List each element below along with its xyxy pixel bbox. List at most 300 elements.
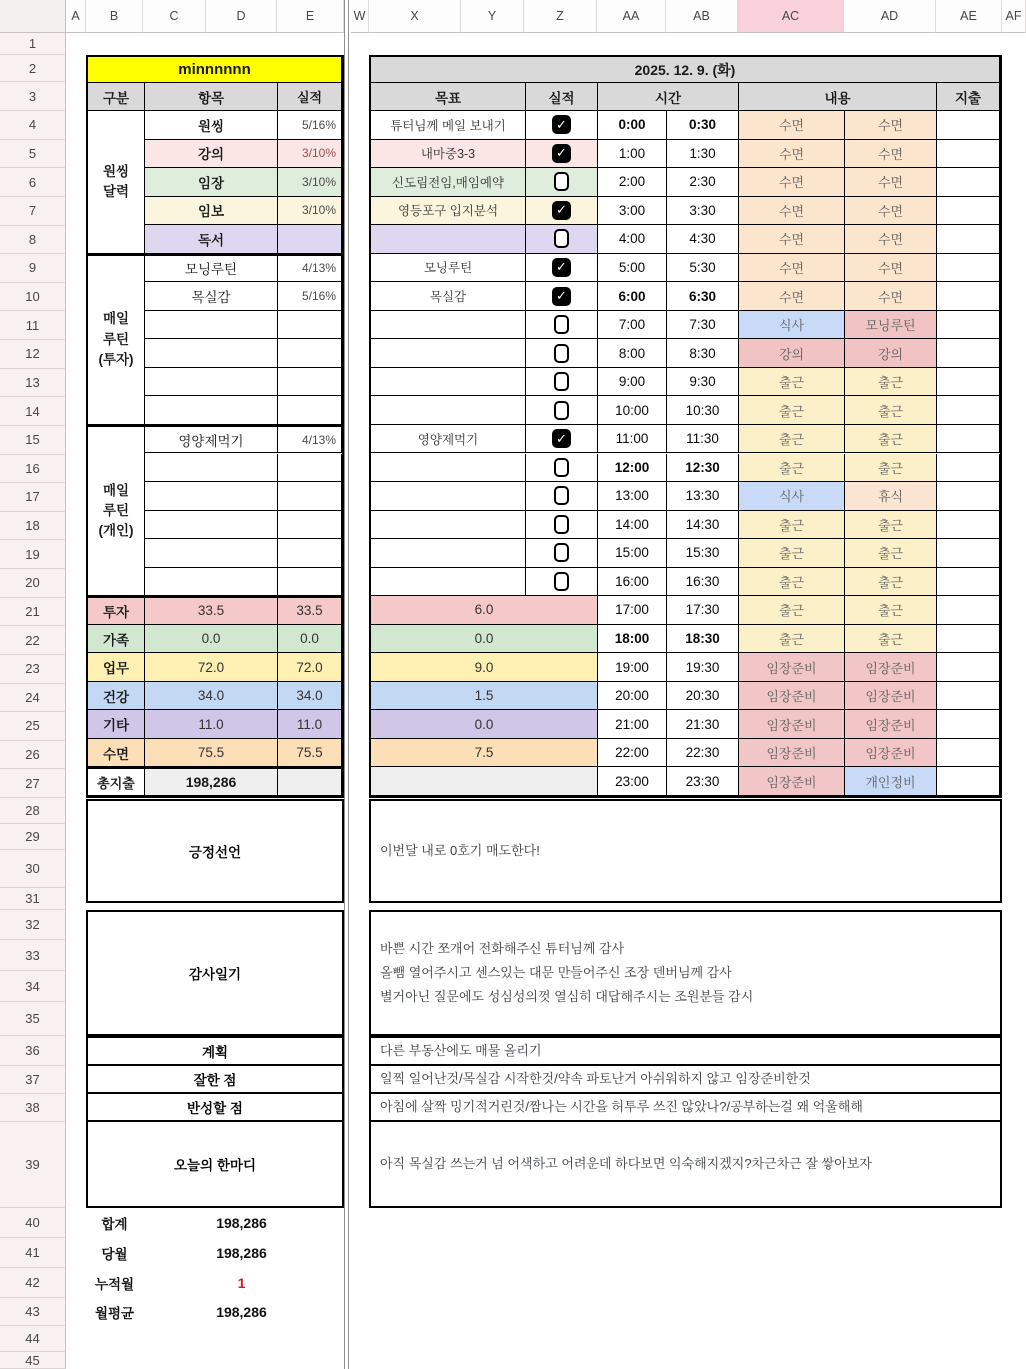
expense-cell[interactable] <box>937 168 1000 197</box>
note-text-gratitude-diary[interactable]: 바쁜 시간 쪼개어 전화해주신 튜터님께 감사 올뺌 열어주시고 센스있는 대문 만들어주신 조장 덴버님께 감사 별거아닌 질문에도 성심성의껏 열심히 대답해주시는 조원분들 감시 <box>369 910 1002 1036</box>
item-result-cell[interactable]: 3/10% <box>278 140 342 169</box>
expense-cell[interactable] <box>937 454 1000 483</box>
item-result-cell[interactable]: 3/10% <box>278 168 342 197</box>
expense-cell[interactable] <box>937 396 1000 425</box>
checkbox-checked-icon[interactable]: ✓ <box>552 201 571 220</box>
time-start-cell[interactable]: 4:00 <box>598 225 667 254</box>
summary-value-cell[interactable]: 34.0 <box>145 682 278 711</box>
row-header-45[interactable]: 45 <box>0 1352 66 1369</box>
row-header-32[interactable]: 32 <box>0 910 66 940</box>
goal-cell[interactable] <box>371 539 526 568</box>
row-header-33[interactable]: 33 <box>0 940 66 971</box>
expense-cell[interactable] <box>937 225 1000 254</box>
left-header-category[interactable]: 구분 <box>88 83 145 111</box>
summary-value-cell[interactable]: 11.0 <box>145 710 278 739</box>
expense-cell[interactable] <box>937 482 1000 511</box>
row-header-31[interactable]: 31 <box>0 888 66 910</box>
summary-value-cell[interactable]: 33.5 <box>145 596 278 625</box>
content-cell-1[interactable]: 수면 <box>739 254 845 283</box>
group-label-cell[interactable]: 매일 루틴 (투자) <box>88 254 145 425</box>
time-start-cell[interactable]: 10:00 <box>598 396 667 425</box>
row-header-27[interactable]: 27 <box>0 769 66 798</box>
column-header-AF[interactable]: AF <box>1002 0 1026 33</box>
item-name-cell[interactable] <box>145 539 278 568</box>
note-label-well-done[interactable]: 잘한 점 <box>86 1066 344 1094</box>
time-start-cell[interactable]: 7:00 <box>598 311 667 340</box>
content-cell-2[interactable]: 임장준비 <box>845 710 937 739</box>
item-name-cell[interactable]: 영양제먹기 <box>145 425 278 454</box>
content-cell-1[interactable]: 출근 <box>739 368 845 397</box>
time-end-cell[interactable]: 13:30 <box>667 482 739 511</box>
expense-cell[interactable] <box>937 368 1000 397</box>
time-end-cell[interactable]: 14:30 <box>667 511 739 540</box>
time-start-cell[interactable]: 18:00 <box>598 625 667 654</box>
note-label-today-comment[interactable]: 오늘의 한마디 <box>86 1122 344 1208</box>
left-table-title[interactable]: minnnnnn <box>88 57 342 83</box>
checkbox-cell[interactable] <box>526 368 598 397</box>
content-cell-1[interactable]: 임장준비 <box>739 682 845 711</box>
checkbox-checked-icon[interactable]: ✓ <box>552 144 571 163</box>
checkbox-cell[interactable] <box>526 511 598 540</box>
goal-header-cell[interactable]: 목표 <box>371 83 526 111</box>
content-cell-2[interactable]: 출근 <box>845 425 937 454</box>
checkbox-cell[interactable] <box>526 425 598 454</box>
row-header-24[interactable]: 24 <box>0 684 66 713</box>
time-end-cell[interactable]: 3:30 <box>667 197 739 226</box>
total-value[interactable]: 198,286 <box>216 1304 267 1320</box>
item-name-cell[interactable]: 원씽 <box>145 111 278 140</box>
content-cell-1[interactable]: 임장준비 <box>739 739 845 768</box>
row-header-26[interactable]: 26 <box>0 741 66 770</box>
checkbox-cell[interactable] <box>526 254 598 283</box>
checkbox-checked-icon[interactable]: ✓ <box>552 429 571 448</box>
summary-result-cell[interactable]: 72.0 <box>278 653 342 682</box>
content-cell-2[interactable]: 출근 <box>845 625 937 654</box>
expense-cell[interactable] <box>937 311 1000 340</box>
sheet-corner-cell[interactable] <box>0 0 66 33</box>
time-end-cell[interactable]: 5:30 <box>667 254 739 283</box>
summary-value-cell[interactable]: 0.0 <box>145 625 278 654</box>
checkbox-cell[interactable] <box>526 225 598 254</box>
note-label-plan[interactable]: 계획 <box>86 1036 344 1066</box>
checkbox-cell[interactable] <box>526 282 598 311</box>
time-end-cell[interactable]: 16:30 <box>667 568 739 597</box>
note-label-gratitude-diary[interactable]: 감사일기 <box>86 910 344 1036</box>
row-header-35[interactable]: 35 <box>0 1002 66 1036</box>
content-cell-1[interactable]: 수면 <box>739 111 845 140</box>
summary-result-cell[interactable]: 0.0 <box>278 625 342 654</box>
item-result-cell[interactable] <box>278 568 342 597</box>
row-header-9[interactable]: 9 <box>0 254 66 283</box>
item-result-cell[interactable] <box>278 396 342 425</box>
item-name-cell[interactable] <box>145 368 278 397</box>
time-start-cell[interactable]: 11:00 <box>598 425 667 454</box>
row-header-17[interactable]: 17 <box>0 483 66 512</box>
note-label-reflection[interactable]: 반성할 점 <box>86 1094 344 1122</box>
summary-value-cell[interactable]: 72.0 <box>145 653 278 682</box>
checkbox-cell[interactable] <box>526 197 598 226</box>
expense-cell[interactable] <box>937 539 1000 568</box>
item-name-cell[interactable] <box>145 454 278 483</box>
content-cell-2[interactable]: 출근 <box>845 396 937 425</box>
row-header-18[interactable]: 18 <box>0 512 66 541</box>
row-header-39[interactable]: 39 <box>0 1122 66 1208</box>
column-header-AE[interactable]: AE <box>936 0 1002 33</box>
note-text-well-done[interactable]: 일찍 일어난것/목실감 시작한것/약속 파토난거 아쉬워하지 않고 임장준비한것 <box>369 1066 1002 1094</box>
expense-cell[interactable] <box>937 767 1000 796</box>
row-header-30[interactable]: 30 <box>0 850 66 888</box>
summary-label-cell[interactable]: 가족 <box>88 625 145 654</box>
content-cell-1[interactable]: 수면 <box>739 168 845 197</box>
checkbox-unchecked-icon[interactable] <box>554 515 569 534</box>
row-header-13[interactable]: 13 <box>0 369 66 398</box>
left-header-item[interactable]: 항목 <box>145 83 278 111</box>
goal-cell[interactable]: 신도림전임,매임예약 <box>371 168 526 197</box>
left-header-result[interactable]: 실적 <box>278 83 342 111</box>
total-label[interactable]: 합계 <box>101 1217 128 1232</box>
goal-cell[interactable] <box>371 511 526 540</box>
summary-result-cell[interactable]: 11.0 <box>278 710 342 739</box>
row-header-4[interactable]: 4 <box>0 111 66 140</box>
content-cell-1[interactable]: 수면 <box>739 225 845 254</box>
summary-merged-cell[interactable]: 6.0 <box>371 596 598 625</box>
time-start-cell[interactable]: 12:00 <box>598 454 667 483</box>
content-cell-2[interactable]: 개인정비 <box>845 767 937 796</box>
checkbox-unchecked-icon[interactable] <box>554 572 569 591</box>
time-end-cell[interactable]: 6:30 <box>667 282 739 311</box>
time-end-cell[interactable]: 1:30 <box>667 140 739 169</box>
row-header-2[interactable]: 2 <box>0 55 66 82</box>
total-value[interactable]: 1 <box>237 1275 246 1291</box>
checkbox-cell[interactable] <box>526 168 598 197</box>
time-start-cell[interactable]: 13:00 <box>598 482 667 511</box>
total-empty-cell[interactable] <box>278 767 342 796</box>
item-name-cell[interactable]: 목실감 <box>145 282 278 311</box>
checkbox-unchecked-icon[interactable] <box>554 229 569 248</box>
row-header-19[interactable]: 19 <box>0 540 66 569</box>
checkbox-checked-icon[interactable]: ✓ <box>552 287 571 306</box>
time-start-cell[interactable]: 9:00 <box>598 368 667 397</box>
content-cell-1[interactable]: 수면 <box>739 140 845 169</box>
expense-cell[interactable] <box>937 653 1000 682</box>
summary-merged-cell[interactable]: 1.5 <box>371 682 598 711</box>
time-end-cell[interactable]: 21:30 <box>667 710 739 739</box>
goal-cell[interactable] <box>371 482 526 511</box>
time-end-cell[interactable]: 10:30 <box>667 396 739 425</box>
checkbox-cell[interactable] <box>526 454 598 483</box>
content-cell-1[interactable]: 출근 <box>739 454 845 483</box>
group-label-cell[interactable]: 원씽 달력 <box>88 111 145 254</box>
item-result-cell[interactable] <box>278 511 342 540</box>
content-cell-1[interactable]: 임장준비 <box>739 653 845 682</box>
row-header-14[interactable]: 14 <box>0 397 66 426</box>
time-start-cell[interactable]: 15:00 <box>598 539 667 568</box>
time-end-cell[interactable]: 8:30 <box>667 339 739 368</box>
summary-value-cell[interactable]: 75.5 <box>145 739 278 768</box>
content-cell-2[interactable]: 출근 <box>845 454 937 483</box>
time-end-cell[interactable]: 11:30 <box>667 425 739 454</box>
goal-cell[interactable]: 영등포구 입지분석 <box>371 197 526 226</box>
item-name-cell[interactable] <box>145 311 278 340</box>
expense-cell[interactable] <box>937 197 1000 226</box>
time-end-cell[interactable]: 17:30 <box>667 596 739 625</box>
time-end-cell[interactable]: 7:30 <box>667 311 739 340</box>
checkbox-cell[interactable] <box>526 339 598 368</box>
content-cell-2[interactable]: 수면 <box>845 168 937 197</box>
content-cell-1[interactable]: 식사 <box>739 482 845 511</box>
column-header-X[interactable]: X <box>369 0 461 33</box>
content-cell-1[interactable]: 수면 <box>739 197 845 226</box>
content-cell-1[interactable]: 임장준비 <box>739 710 845 739</box>
item-name-cell[interactable]: 강의 <box>145 140 278 169</box>
goal-cell[interactable] <box>371 368 526 397</box>
checkbox-unchecked-icon[interactable] <box>554 372 569 391</box>
goal-cell[interactable] <box>371 339 526 368</box>
checkbox-unchecked-icon[interactable] <box>554 344 569 363</box>
row-header-7[interactable]: 7 <box>0 197 66 226</box>
time-start-cell[interactable]: 22:00 <box>598 739 667 768</box>
column-header-Y[interactable]: Y <box>461 0 524 33</box>
summary-result-cell[interactable]: 34.0 <box>278 682 342 711</box>
summary-label-cell[interactable]: 수면 <box>88 739 145 768</box>
time-end-cell[interactable]: 9:30 <box>667 368 739 397</box>
item-name-cell[interactable]: 독서 <box>145 225 278 254</box>
total-label-cell[interactable]: 총지출 <box>88 767 145 796</box>
row-header-29[interactable]: 29 <box>0 824 66 850</box>
row-header-28[interactable]: 28 <box>0 798 66 824</box>
checkbox-cell[interactable] <box>526 140 598 169</box>
time-start-cell[interactable]: 20:00 <box>598 682 667 711</box>
item-name-cell[interactable] <box>145 482 278 511</box>
content-cell-2[interactable]: 출근 <box>845 568 937 597</box>
time-start-cell[interactable]: 5:00 <box>598 254 667 283</box>
time-end-cell[interactable]: 4:30 <box>667 225 739 254</box>
content-cell-2[interactable]: 수면 <box>845 225 937 254</box>
expense-cell[interactable] <box>937 140 1000 169</box>
goal-cell[interactable] <box>371 225 526 254</box>
expense-cell[interactable] <box>937 682 1000 711</box>
item-result-cell[interactable] <box>278 539 342 568</box>
item-result-cell[interactable] <box>278 482 342 511</box>
time-start-cell[interactable]: 19:00 <box>598 653 667 682</box>
item-result-cell[interactable] <box>278 339 342 368</box>
checkbox-cell[interactable] <box>526 482 598 511</box>
row-header-5[interactable]: 5 <box>0 140 66 169</box>
time-header-cell[interactable]: 시간 <box>598 83 739 111</box>
column-header-AB[interactable]: AB <box>666 0 738 33</box>
time-start-cell[interactable]: 17:00 <box>598 596 667 625</box>
row-header-8[interactable]: 8 <box>0 226 66 255</box>
content-cell-1[interactable]: 출근 <box>739 625 845 654</box>
expense-cell[interactable] <box>937 568 1000 597</box>
expense-cell[interactable] <box>937 710 1000 739</box>
content-cell-2[interactable]: 수면 <box>845 140 937 169</box>
row-header-10[interactable]: 10 <box>0 283 66 312</box>
time-end-cell[interactable]: 15:30 <box>667 539 739 568</box>
checkbox-unchecked-icon[interactable] <box>554 401 569 420</box>
note-text-positive-declaration[interactable]: 이번달 내로 0호기 매도한다! <box>369 799 1002 903</box>
row-header-22[interactable]: 22 <box>0 626 66 655</box>
item-name-cell[interactable] <box>145 511 278 540</box>
row-header-42[interactable]: 42 <box>0 1268 66 1298</box>
content-cell-2[interactable]: 임장준비 <box>845 682 937 711</box>
content-cell-1[interactable]: 임장준비 <box>739 767 845 796</box>
time-start-cell[interactable]: 21:00 <box>598 710 667 739</box>
goal-cell[interactable]: 튜터님께 메일 보내기 <box>371 111 526 140</box>
item-result-cell[interactable] <box>278 454 342 483</box>
content-cell-2[interactable]: 수면 <box>845 254 937 283</box>
time-start-cell[interactable]: 3:00 <box>598 197 667 226</box>
total-label[interactable]: 누적월 <box>94 1277 135 1292</box>
row-header-12[interactable]: 12 <box>0 340 66 369</box>
time-end-cell[interactable]: 18:30 <box>667 625 739 654</box>
content-cell-2[interactable]: 수면 <box>845 282 937 311</box>
time-end-cell[interactable]: 12:30 <box>667 454 739 483</box>
column-header-C[interactable]: C <box>143 0 206 33</box>
goal-cell[interactable]: 내마중3-3 <box>371 140 526 169</box>
expense-cell[interactable] <box>937 739 1000 768</box>
column-header-W[interactable]: W <box>351 0 369 33</box>
time-end-cell[interactable]: 19:30 <box>667 653 739 682</box>
item-name-cell[interactable] <box>145 339 278 368</box>
row-header-3[interactable]: 3 <box>0 82 66 111</box>
summary-label-cell[interactable]: 투자 <box>88 596 145 625</box>
content-cell-1[interactable]: 출근 <box>739 539 845 568</box>
goal-cell[interactable]: 모닝루틴 <box>371 254 526 283</box>
content-cell-1[interactable]: 출근 <box>739 396 845 425</box>
time-start-cell[interactable]: 8:00 <box>598 339 667 368</box>
row-header-6[interactable]: 6 <box>0 168 66 197</box>
expense-cell[interactable] <box>937 596 1000 625</box>
row-header-21[interactable]: 21 <box>0 598 66 627</box>
content-cell-2[interactable]: 임장준비 <box>845 653 937 682</box>
content-cell-1[interactable]: 강의 <box>739 339 845 368</box>
row-header-1[interactable]: 1 <box>0 33 66 55</box>
row-header-16[interactable]: 16 <box>0 455 66 484</box>
checkbox-cell[interactable] <box>526 311 598 340</box>
checkbox-unchecked-icon[interactable] <box>554 458 569 477</box>
total-value[interactable]: 198,286 <box>216 1245 267 1261</box>
time-start-cell[interactable]: 1:00 <box>598 140 667 169</box>
checkbox-unchecked-icon[interactable] <box>554 172 569 191</box>
expense-cell[interactable] <box>937 111 1000 140</box>
summary-merged-cell[interactable]: 0.0 <box>371 710 598 739</box>
summary-result-cell[interactable]: 75.5 <box>278 739 342 768</box>
expense-cell[interactable] <box>937 625 1000 654</box>
checkbox-cell[interactable] <box>526 111 598 140</box>
time-end-cell[interactable]: 20:30 <box>667 682 739 711</box>
content-cell-2[interactable]: 수면 <box>845 111 937 140</box>
expense-header-cell[interactable]: 지출 <box>937 83 1000 111</box>
goal-cell[interactable] <box>371 568 526 597</box>
done-header-cell[interactable]: 실적 <box>526 83 598 111</box>
checkbox-unchecked-icon[interactable] <box>554 315 569 334</box>
row-header-37[interactable]: 37 <box>0 1066 66 1094</box>
time-end-cell[interactable]: 22:30 <box>667 739 739 768</box>
row-header-36[interactable]: 36 <box>0 1036 66 1066</box>
time-start-cell[interactable]: 14:00 <box>598 511 667 540</box>
item-result-cell[interactable] <box>278 225 342 254</box>
content-cell-2[interactable]: 출근 <box>845 368 937 397</box>
checkbox-unchecked-icon[interactable] <box>554 486 569 505</box>
item-result-cell[interactable]: 4/13% <box>278 254 342 283</box>
column-header-A[interactable]: A <box>66 0 86 33</box>
item-name-cell[interactable]: 임장 <box>145 168 278 197</box>
row-header-38[interactable]: 38 <box>0 1094 66 1122</box>
item-result-cell[interactable] <box>278 311 342 340</box>
item-name-cell[interactable]: 임보 <box>145 197 278 226</box>
summary-merged-cell[interactable]: 0.0 <box>371 625 598 654</box>
summary-merged-cell[interactable]: 7.5 <box>371 739 598 768</box>
column-header-AC[interactable]: AC <box>738 0 844 33</box>
note-text-today-comment[interactable]: 아직 목실감 쓰는거 넘 어색하고 어려운데 하다보면 익숙해지겠지?차근차근 잘 쌓아보자 <box>369 1122 1002 1208</box>
summary-label-cell[interactable]: 건강 <box>88 682 145 711</box>
content-cell-2[interactable]: 휴식 <box>845 482 937 511</box>
note-text-plan[interactable]: 다른 부동산에도 매물 올리기 <box>369 1036 1002 1066</box>
item-result-cell[interactable] <box>278 368 342 397</box>
time-start-cell[interactable]: 2:00 <box>598 168 667 197</box>
goal-cell[interactable] <box>371 454 526 483</box>
date-header-cell[interactable]: 2025. 12. 9. (화) <box>371 57 1000 83</box>
content-cell-2[interactable]: 강의 <box>845 339 937 368</box>
row-header-40[interactable]: 40 <box>0 1208 66 1238</box>
row-header-15[interactable]: 15 <box>0 426 66 455</box>
content-cell-2[interactable]: 출근 <box>845 539 937 568</box>
goal-cell[interactable] <box>371 311 526 340</box>
expense-cell[interactable] <box>937 254 1000 283</box>
row-header-20[interactable]: 20 <box>0 569 66 598</box>
total-label[interactable]: 월평균 <box>94 1306 135 1321</box>
content-cell-2[interactable]: 출근 <box>845 596 937 625</box>
item-result-cell[interactable]: 5/16% <box>278 282 342 311</box>
group-label-cell[interactable]: 매일 루틴 (개인) <box>88 425 145 596</box>
checkbox-cell[interactable] <box>526 396 598 425</box>
checkbox-cell[interactable] <box>526 568 598 597</box>
time-start-cell[interactable]: 0:00 <box>598 111 667 140</box>
summary-merged-cell[interactable] <box>371 767 598 796</box>
item-name-cell[interactable] <box>145 396 278 425</box>
expense-cell[interactable] <box>937 511 1000 540</box>
goal-cell[interactable]: 목실감 <box>371 282 526 311</box>
goal-cell[interactable]: 영양제먹기 <box>371 425 526 454</box>
row-header-43[interactable]: 43 <box>0 1298 66 1326</box>
content-cell-1[interactable]: 수면 <box>739 282 845 311</box>
checkbox-checked-icon[interactable]: ✓ <box>552 115 571 134</box>
time-start-cell[interactable]: 16:00 <box>598 568 667 597</box>
time-end-cell[interactable]: 2:30 <box>667 168 739 197</box>
checkbox-checked-icon[interactable]: ✓ <box>552 258 571 277</box>
time-end-cell[interactable]: 23:30 <box>667 767 739 796</box>
content-cell-1[interactable]: 출근 <box>739 425 845 454</box>
item-name-cell[interactable] <box>145 568 278 597</box>
column-header-AA[interactable]: AA <box>597 0 666 33</box>
row-header-41[interactable]: 41 <box>0 1238 66 1268</box>
column-header-AD[interactable]: AD <box>844 0 936 33</box>
expense-cell[interactable] <box>937 339 1000 368</box>
summary-label-cell[interactable]: 기타 <box>88 710 145 739</box>
time-start-cell[interactable]: 6:00 <box>598 282 667 311</box>
expense-cell[interactable] <box>937 282 1000 311</box>
checkbox-cell[interactable] <box>526 539 598 568</box>
summary-label-cell[interactable]: 업무 <box>88 653 145 682</box>
note-label-positive-declaration[interactable]: 긍정선언 <box>86 799 344 903</box>
expense-cell[interactable] <box>937 425 1000 454</box>
row-header-34[interactable]: 34 <box>0 971 66 1002</box>
total-value-cell[interactable]: 198,286 <box>145 767 278 796</box>
content-cell-2[interactable]: 모닝루틴 <box>845 311 937 340</box>
content-cell-1[interactable]: 출근 <box>739 596 845 625</box>
note-text-reflection[interactable]: 아침에 살짝 밍기적거린것/짬나는 시간을 허투루 쓰진 않았나?/공부하는걸 왜 억울해해 <box>369 1094 1002 1122</box>
